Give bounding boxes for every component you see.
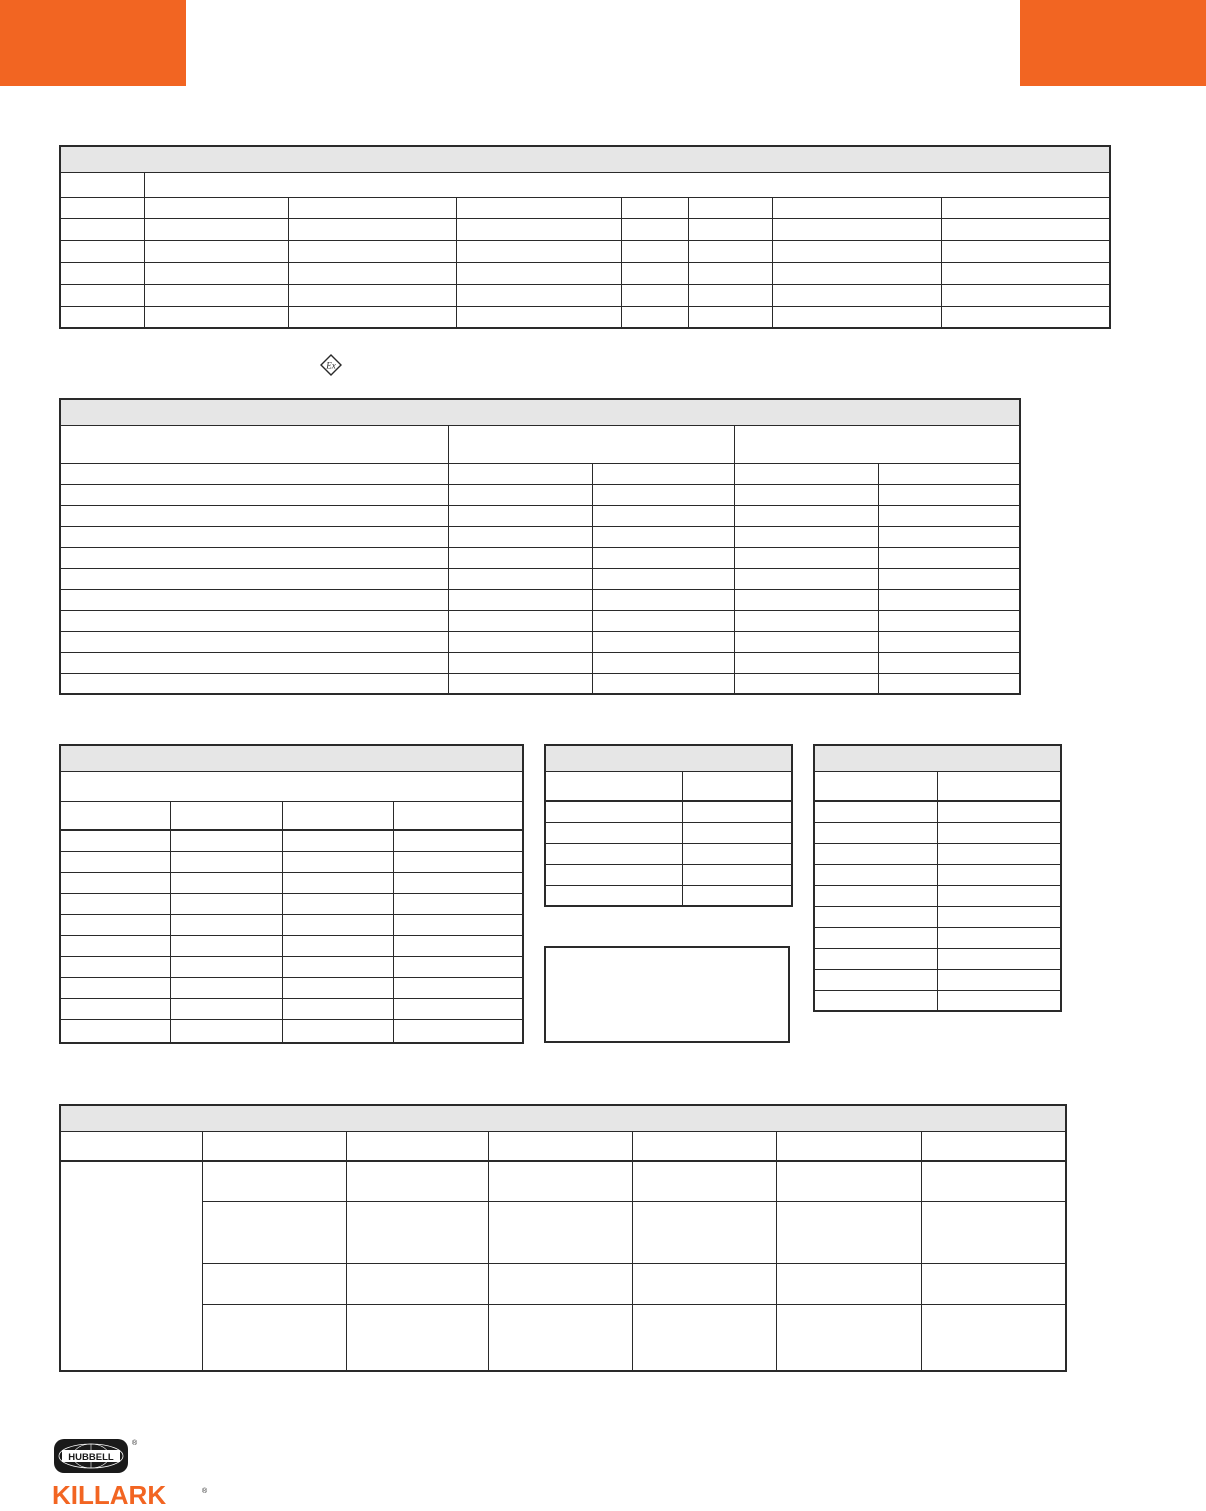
- logo-graphic: [52, 1436, 212, 1506]
- table-row: [60, 830, 523, 851]
- table-row: [814, 927, 1061, 948]
- table-3-title: [60, 745, 523, 771]
- table-row: [60, 610, 1020, 631]
- table-row: [60, 1263, 1066, 1304]
- table-row: [814, 969, 1061, 990]
- hubbell-logo-text: HUBBELL: [68, 1452, 114, 1463]
- table-row: [60, 673, 1020, 694]
- table-3: [59, 744, 524, 1044]
- top-left-orange-tab: [0, 0, 186, 86]
- table-row: [545, 864, 792, 885]
- top-right-orange-tab: [1020, 0, 1206, 86]
- table-row: [814, 864, 1061, 885]
- hubbell-killark-logo: [52, 1436, 212, 1511]
- table-row: [545, 843, 792, 864]
- table-row: [60, 284, 1110, 306]
- table-1-title: [60, 146, 1110, 172]
- table-row: [814, 885, 1061, 906]
- table-row: [60, 998, 523, 1019]
- table-row: [60, 935, 523, 956]
- table-row: [60, 872, 523, 893]
- table-4: [544, 744, 793, 907]
- table-row: [60, 1161, 1066, 1201]
- table-row: [60, 631, 1020, 652]
- registered-mark: ®: [132, 1440, 138, 1447]
- table-row: [60, 1019, 523, 1043]
- table-2-title: [60, 399, 1020, 425]
- table-row: [545, 822, 792, 843]
- table-row: [60, 589, 1020, 610]
- table-row: [60, 1201, 1066, 1263]
- table-row: [814, 801, 1061, 822]
- note-box: [544, 946, 790, 1043]
- table-row: [60, 851, 523, 872]
- table-2: [59, 398, 1021, 695]
- table-5: [813, 744, 1062, 1012]
- table-row: [60, 652, 1020, 673]
- registered-mark: ®: [202, 1488, 208, 1495]
- table-row: [60, 526, 1020, 547]
- table-row: [60, 306, 1110, 328]
- table-row: [545, 801, 792, 822]
- table-row: [60, 240, 1110, 262]
- table-row: [814, 822, 1061, 843]
- table-row: [60, 262, 1110, 284]
- table-row: [814, 948, 1061, 969]
- killark-logo-text: KILLARK: [52, 1480, 167, 1506]
- table-row: [60, 505, 1020, 526]
- table-row: [60, 914, 523, 935]
- ex-symbol-text: Ex: [326, 360, 336, 371]
- table-row: [814, 906, 1061, 927]
- table-row: [60, 956, 523, 977]
- table-row: [60, 893, 523, 914]
- table-6-title: [60, 1105, 1066, 1131]
- table-row: [814, 843, 1061, 864]
- table-row: [545, 885, 792, 906]
- ex-explosion-protection-icon: [320, 354, 342, 376]
- table-row: [60, 547, 1020, 568]
- table-row: [60, 218, 1110, 240]
- table-5-title: [814, 745, 1061, 771]
- table-6: [59, 1104, 1067, 1372]
- table-1: [59, 145, 1111, 329]
- hubbell-globe-icon: [54, 1439, 128, 1473]
- table-row: [60, 568, 1020, 589]
- table-row: [60, 1304, 1066, 1371]
- table-4-title: [545, 745, 792, 771]
- table-row: [60, 484, 1020, 505]
- table-row: [60, 172, 144, 197]
- table-row: [60, 977, 523, 998]
- table-row: [814, 990, 1061, 1011]
